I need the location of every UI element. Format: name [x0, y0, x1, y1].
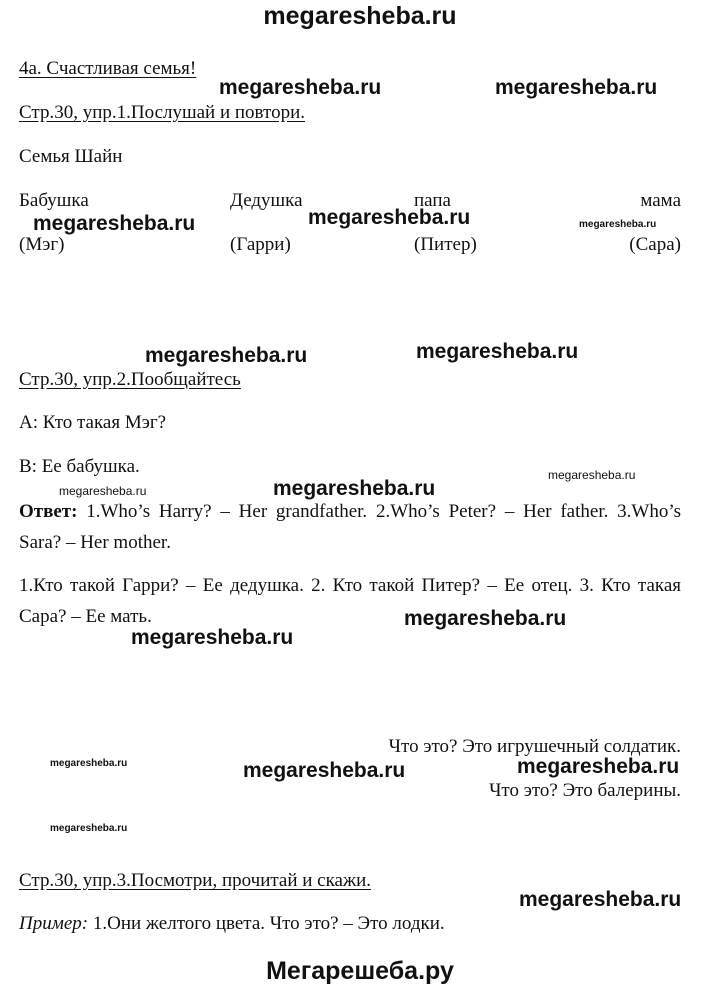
answer-paragraph — [19, 496, 681, 558]
watermark: megaresheba.ru — [308, 206, 471, 229]
exercise-3-heading: Стр.30, упр.3.Посмотри, прочитай и скажи. — [19, 870, 372, 891]
lesson-title: 4a. Счастливая семья! — [19, 58, 197, 79]
watermark: megaresheba.ru — [517, 755, 680, 778]
family-name: (Сара) — [629, 234, 681, 255]
aside-line-1: Что это? Это игрушечный солдатик. — [388, 736, 681, 757]
translation-paragraph: 1.Кто такой Гарри? – Ее дедушка. 2. Кто такой Питер? – Ее отец. 3. Кто такая Сара? – Ее мать. — [19, 575, 681, 627]
dialogue-line-a: A: Кто такая Мэг? — [19, 412, 167, 433]
family-name: (Питер) — [414, 234, 477, 255]
example-text: 1.Они желтого цвета. Что это? – Это лодки. — [88, 913, 445, 934]
watermark: megaresheba.ru — [50, 823, 128, 834]
dialogue-line-b: B: Ее бабушка. — [19, 456, 140, 477]
example-label: Пример: — [19, 913, 89, 934]
answer-label: Ответ: — [19, 501, 78, 522]
watermark: megaresheba.ru — [404, 607, 567, 630]
family-name: (Мэг) — [19, 234, 65, 255]
watermark: megaresheba.ru — [273, 477, 436, 500]
watermark: megaresheba.ru — [50, 758, 128, 769]
watermark: megaresheba.ru — [33, 212, 196, 235]
family-role: Дедушка — [230, 190, 303, 211]
watermark: megaresheba.ru — [59, 484, 147, 498]
answer-text: 1.Who’s Harry? – Her grandfather. 2.Who’s Peter? – Her father. 3.Who’s Sara? – Her mother. — [19, 501, 681, 553]
watermark: megaresheba.ru — [548, 468, 636, 482]
site-footer: Мегарешеба.ру — [266, 957, 454, 985]
family-role: мама — [640, 190, 681, 211]
family-name: (Гарри) — [230, 234, 291, 255]
watermark: megaresheba.ru — [131, 626, 294, 649]
watermark: megaresheba.ru — [416, 340, 579, 363]
exercise-1-heading: Стр.30, упр.1.Послушай и повтори. — [19, 102, 306, 123]
family-role: Бабушка — [19, 190, 89, 211]
watermark: megaresheba.ru — [219, 76, 382, 99]
watermark: megaresheba.ru — [145, 344, 308, 367]
exercise-2-heading: Стр.30, упр.2.Пообщайтесь — [19, 369, 241, 390]
watermark: megaresheba.ru — [579, 219, 657, 230]
watermark: megaresheba.ru — [495, 76, 658, 99]
family-role: папа — [414, 190, 451, 211]
watermark: megaresheba.ru — [243, 759, 406, 782]
family-title: Семья Шайн — [19, 146, 123, 167]
watermark: megaresheba.ru — [519, 888, 682, 911]
example-line — [19, 913, 445, 935]
site-header: megaresheba.ru — [263, 2, 457, 30]
aside-line-2: Что это? Это балерины. — [489, 780, 681, 801]
